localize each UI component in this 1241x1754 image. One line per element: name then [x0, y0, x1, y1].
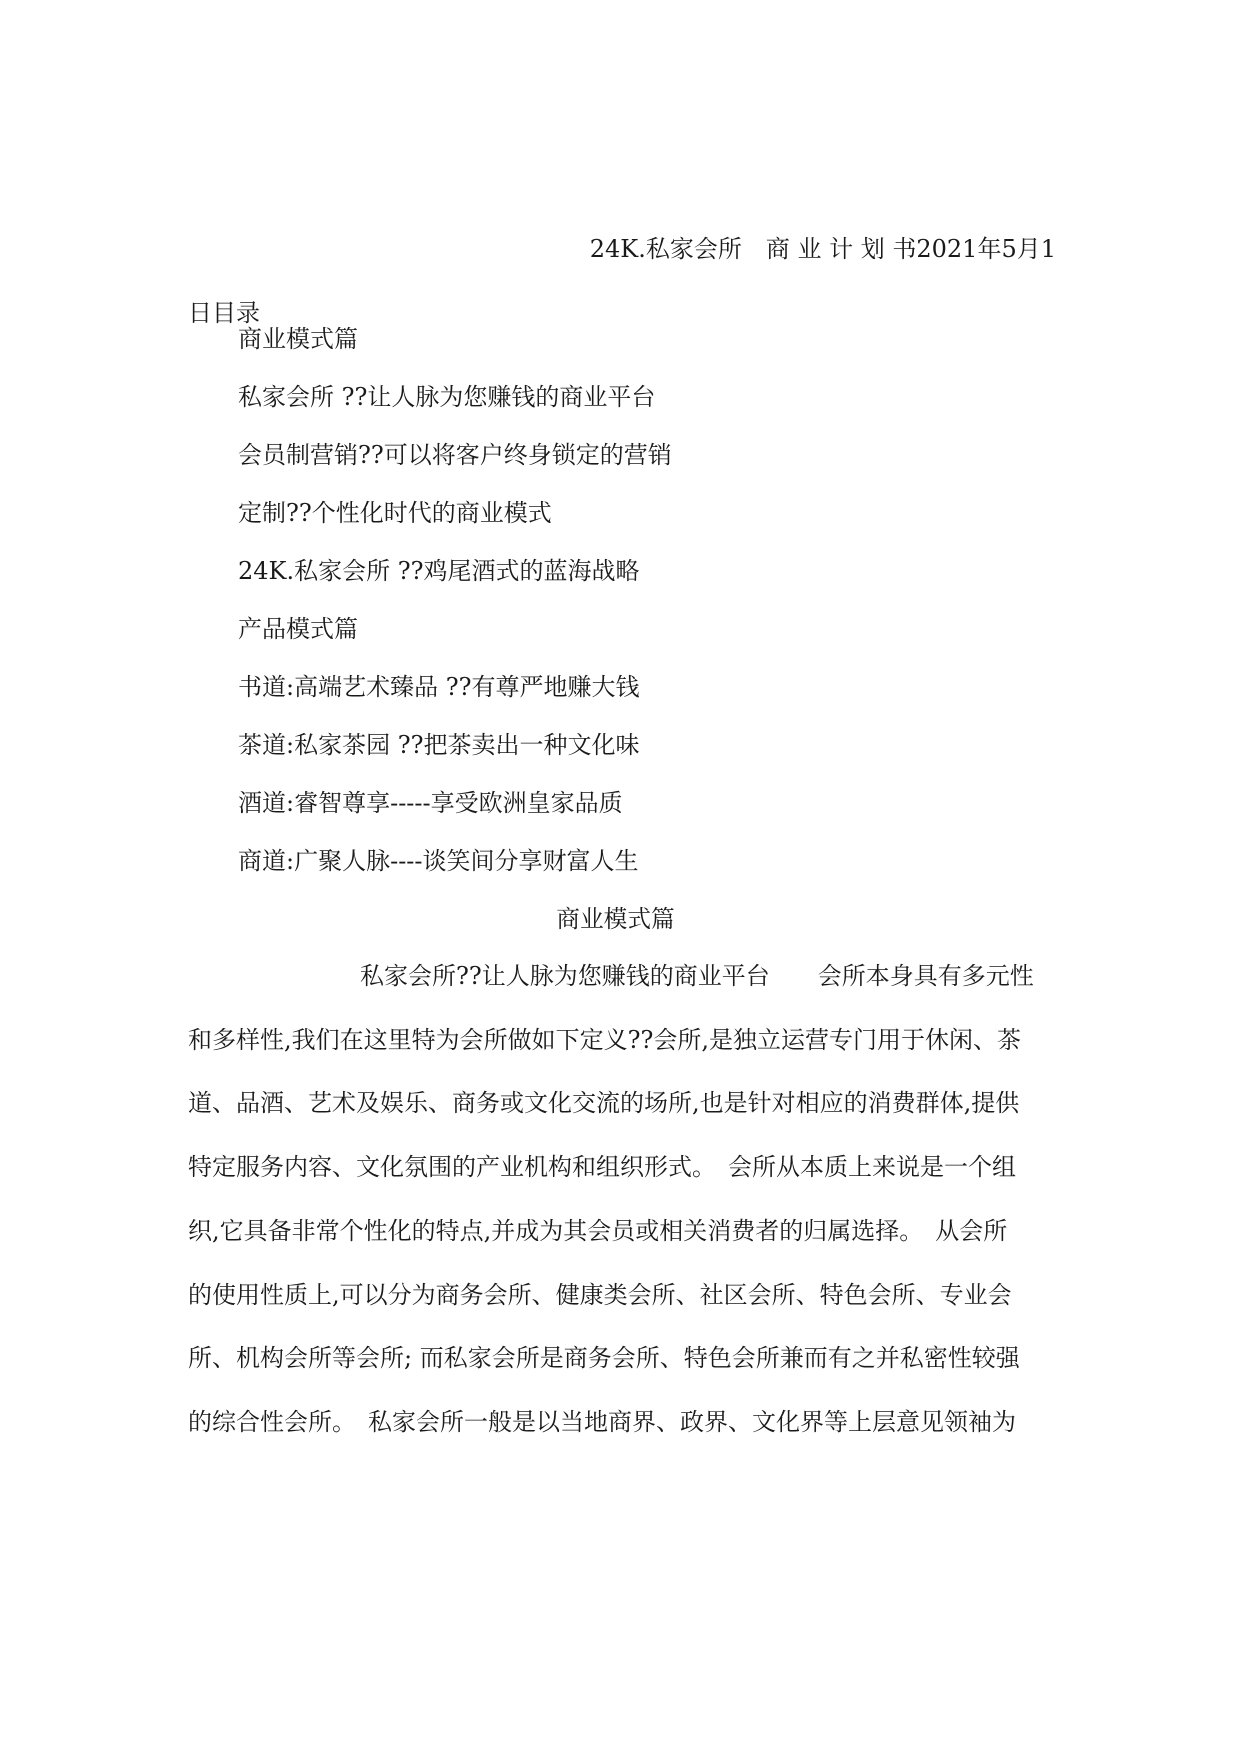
toc-item: 酒道:睿智尊享-----享受欧洲皇家品质 [238, 789, 623, 817]
body-line: 和多样性,我们在这里特为会所做如下定义??会所,是独立运营专门用于休闲、茶 [188, 1026, 1021, 1054]
document-title-continuation: 日目录 [188, 299, 260, 327]
body-line: 特定服务内容、文化氛围的产业机构和组织形式。 会所从本质上来说是一个组 [188, 1153, 1016, 1181]
toc-item: 24K.私家会所 ??鸡尾酒式的蓝海战略 [238, 557, 640, 585]
section-heading: 商业模式篇 [556, 905, 675, 933]
body-line: 私家会所??让人脉为您赚钱的商业平台 会所本身具有多元性 [360, 962, 1034, 990]
toc-item: 私家会所 ??让人脉为您赚钱的商业平台 [238, 383, 656, 411]
toc-item: 商道:广聚人脉----谈笑间分享财富人生 [238, 847, 639, 875]
toc-item: 商业模式篇 [238, 325, 358, 353]
body-line: 所、机构会所等会所; 而私家会所是商务会所、特色会所兼而有之并私密性较强 [188, 1344, 1020, 1372]
toc-item: 会员制营销??可以将客户终身锁定的营销 [238, 441, 672, 469]
toc-item: 茶道:私家茶园 ??把茶卖出一种文化味 [238, 731, 640, 759]
body-line: 织,它具备非常个性化的特点,并成为其会员或相关消费者的归属选择。 从会所 [188, 1217, 1008, 1245]
body-line: 道、品酒、艺术及娱乐、商务或文化交流的场所,也是针对相应的消费群体,提供 [188, 1089, 1020, 1117]
body-line: 的综合性会所。 私家会所一般是以当地商界、政界、文化界等上层意见领袖为 [188, 1408, 1016, 1436]
toc-item: 定制??个性化时代的商业模式 [238, 499, 552, 527]
toc-item: 产品模式篇 [238, 615, 358, 643]
body-line: 的使用性质上,可以分为商务会所、健康类会所、社区会所、特色会所、专业会 [188, 1281, 1012, 1309]
toc-item: 书道:高端艺术臻品 ??有尊严地赚大钱 [238, 673, 640, 701]
document-title: 24K.私家会所 商 业 计 划 书2021年5月1 [589, 235, 1056, 263]
